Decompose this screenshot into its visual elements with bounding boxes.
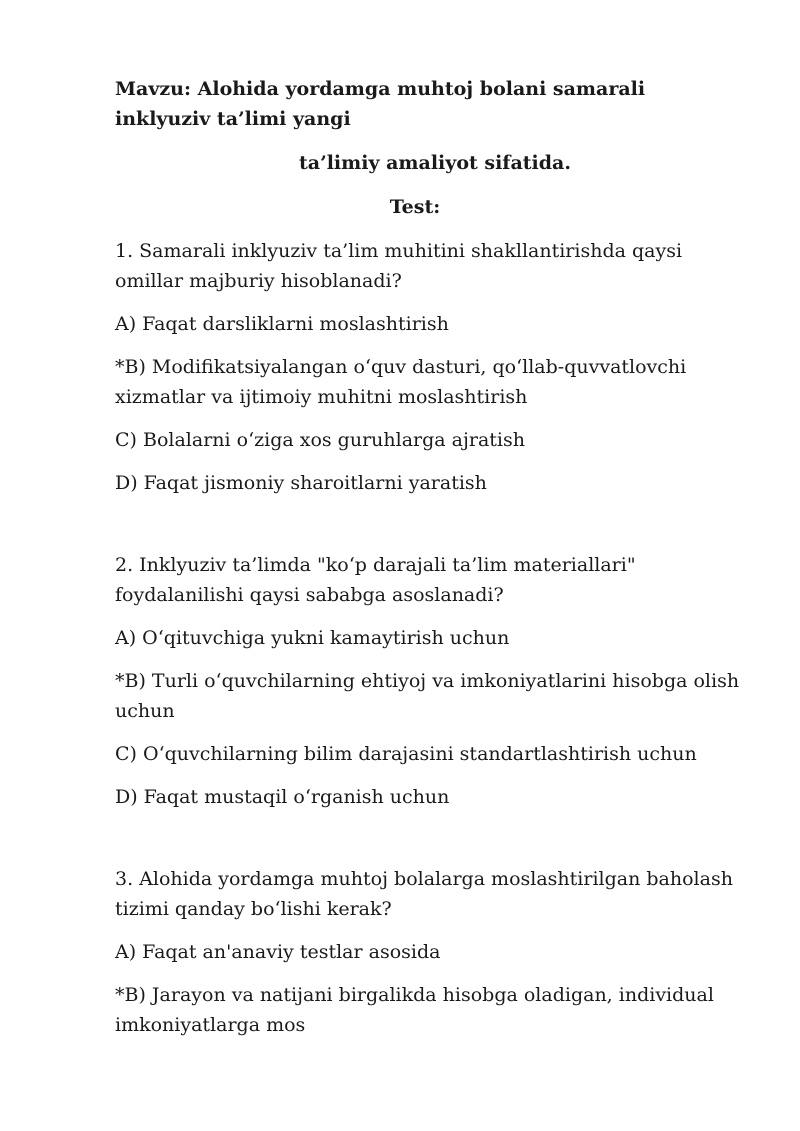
question-text: 3. Alohida yordamga muhtoj bolalarga moslashtirilgan baholash tizimi qanday bo‘lishi kerak? — [115, 868, 733, 920]
question-text: 1. Samarali inklyuziv ta’lim muhitini shakllantirishda qaysi omillar majburiy hisoblanadi? — [115, 240, 683, 292]
document-page — [115, 74, 755, 1040]
question-1 — [115, 236, 755, 498]
question-text: 2. Inklyuziv ta’limda "ko‘p darajali ta’lim materiallari" foydalanilishi qaysi sababga asoslanadi? — [115, 554, 636, 606]
answer-option-b: *B) Turli o‘quvchilarning ehtiyoj va imkoniyatlarini hisobga olish uchun — [115, 670, 740, 722]
test-heading: Test: — [389, 196, 441, 218]
answer-option-c: C) O‘quvchilarning bilim darajasini standartlashtirish uchun — [115, 743, 697, 765]
answer-option-c: C) Bolalarni o‘ziga xos guruhlarga ajratish — [115, 429, 525, 451]
answer-option-b: *B) Modifikatsiyalangan o‘quv dasturi, qo‘llab-quvvatlovchi xizmatlar va ijtimoiy muhitni moslashtirish — [115, 356, 687, 408]
answer-option-a: A) Faqat darsliklarni moslashtirish — [115, 313, 449, 335]
answer-option-a: A) O‘qituvchiga yukni kamaytirish uchun — [115, 627, 510, 649]
question-2 — [115, 550, 755, 812]
topic-subtitle: ta’limiy amaliyot sifatida. — [299, 152, 571, 174]
answer-option-d: D) Faqat mustaqil o‘rganish uchun — [115, 786, 450, 808]
question-3 — [115, 864, 755, 1040]
answer-option-d: D) Faqat jismoniy sharoitlarni yaratish — [115, 472, 487, 494]
answer-option-b: *B) Jarayon va natijani birgalikda hisobga oladigan, individual imkoniyatlarga mos — [115, 984, 714, 1036]
answer-option-a: A) Faqat an'anaviy testlar asosida — [115, 941, 441, 963]
topic-title: Mavzu: Alohida yordamga muhtoj bolani samarali inklyuziv ta’limi yangi — [115, 78, 646, 130]
